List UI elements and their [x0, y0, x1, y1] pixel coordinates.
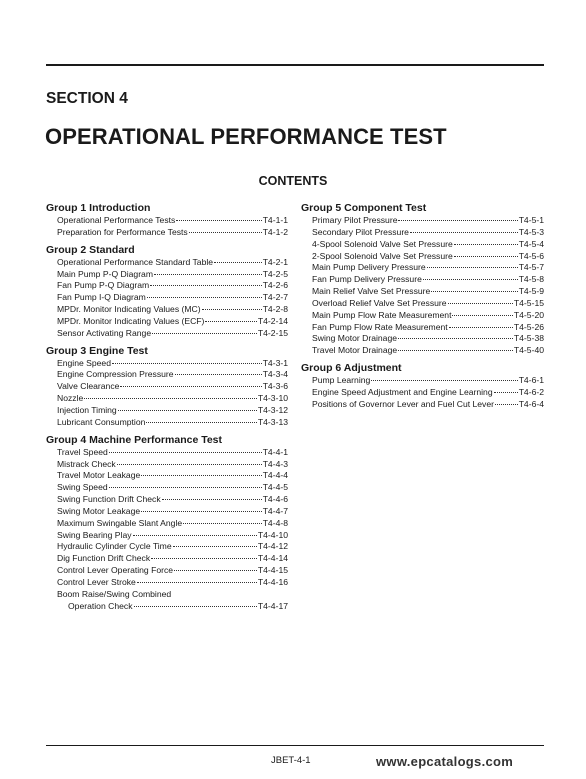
toc-entry-page: T4-6-2	[518, 386, 544, 397]
dot-leader	[494, 392, 518, 393]
toc-entry-page: T4-6-1	[518, 375, 544, 386]
toc-right-column	[301, 200, 544, 411]
toc-entry[interactable]	[46, 227, 288, 239]
toc-entry[interactable]	[46, 417, 288, 429]
toc-entry[interactable]	[301, 251, 544, 263]
toc-entry-label: Fan Pump Flow Rate Measurement	[312, 321, 448, 332]
dot-leader	[452, 315, 512, 316]
toc-entry-label: Swing Function Drift Check	[57, 494, 161, 505]
toc-entry-page: T4-3-6	[262, 381, 288, 392]
toc-entry-label: Boom Raise/Swing Combined	[57, 588, 172, 599]
toc-entry-label: Main Pump Delivery Pressure	[312, 262, 426, 273]
dot-leader	[176, 220, 261, 221]
toc-entry[interactable]	[46, 369, 288, 381]
toc-entry-page: T4-4-3	[262, 458, 288, 469]
toc-entry-continuation	[57, 601, 288, 613]
toc-entry-page: T4-5-38	[513, 333, 544, 344]
dot-leader	[150, 285, 262, 286]
dot-leader	[495, 404, 518, 405]
group-title: Group 2 Standard	[46, 243, 135, 256]
toc-entry[interactable]	[46, 541, 288, 553]
toc-entry[interactable]	[301, 262, 544, 274]
toc-entry[interactable]	[301, 345, 544, 357]
toc-entry-page: T4-2-6	[262, 280, 288, 291]
toc-entry[interactable]	[46, 269, 288, 281]
toc-entry-page: T4-4-8	[262, 517, 288, 528]
toc-entry[interactable]	[301, 227, 544, 239]
toc-entry-page: T4-4-17	[257, 600, 288, 611]
toc-entry-label: Main Relief Valve Set Pressure	[312, 286, 431, 297]
toc-entry[interactable]	[301, 239, 544, 251]
toc-entry-label: Engine Speed Adjustment and Engine Learning	[312, 386, 493, 397]
toc-entry-label: Overload Relief Valve Set Pressure	[312, 297, 447, 308]
toc-entry-page: T4-2-7	[262, 292, 288, 303]
toc-entry[interactable]	[301, 375, 544, 387]
page-code: JBET-4-1	[271, 755, 311, 766]
toc-entry-page: T4-2-1	[262, 256, 288, 267]
toc-entry-page: T4-4-10	[257, 529, 288, 540]
dot-leader	[423, 279, 518, 280]
toc-entry-page: T4-5-8	[518, 274, 544, 285]
toc-entry-label: Travel Motor Leakage	[57, 470, 141, 481]
dot-leader	[137, 582, 257, 583]
dot-leader	[427, 267, 518, 268]
toc-entry-page: T4-3-10	[257, 393, 288, 404]
toc-entry-label: 2-Spool Solenoid Valve Set Pressure	[312, 250, 453, 261]
dot-leader	[154, 274, 262, 275]
toc-entry-label: MPDr. Monitor Indicating Values (ECF)	[57, 315, 205, 326]
dot-leader	[205, 321, 256, 322]
toc-entry[interactable]	[46, 494, 288, 506]
toc-entry-page: T4-5-3	[518, 226, 544, 237]
dot-leader	[120, 386, 261, 387]
toc-entry-label: Fan Pump I-Q Diagram	[57, 292, 146, 303]
toc-entry-label: Dig Function Drift Check	[57, 553, 151, 564]
toc-entry-page: T4-4-5	[262, 482, 288, 493]
toc-entry-page: T4-4-7	[262, 505, 288, 516]
dot-leader	[118, 410, 257, 411]
toc-entry-label: Lubricant Consumption	[57, 416, 146, 427]
toc-entry[interactable]	[301, 322, 544, 334]
toc-entry-label: Swing Bearing Play	[57, 529, 132, 540]
page-title: OPERATIONAL PERFORMANCE TEST	[45, 124, 447, 149]
toc-entry[interactable]	[46, 459, 288, 471]
dot-leader	[449, 327, 513, 328]
toc-entry-label: Swing Motor Drainage	[312, 333, 398, 344]
toc-entry-label: Control Lever Stroke	[57, 576, 136, 587]
toc-entry[interactable]	[46, 257, 288, 269]
dot-leader	[189, 232, 262, 233]
toc-entry-label: Hydraulic Cylinder Cycle Time	[57, 541, 172, 552]
toc-entry-label: 4-Spool Solenoid Valve Set Pressure	[312, 238, 453, 249]
dot-leader	[371, 380, 517, 381]
toc-entry-label: Preparation for Performance Tests	[57, 226, 188, 237]
toc-entry-label: Control Lever Operating Force	[57, 565, 174, 576]
toc-entry-label: Primary Pilot Pressure	[312, 215, 398, 225]
dot-leader	[133, 535, 257, 536]
toc-entry[interactable]	[301, 387, 544, 399]
toc-entry-page: T4-5-1	[518, 215, 544, 225]
dot-leader	[174, 570, 257, 571]
toc-entry-page: T4-6-4	[518, 398, 544, 409]
toc-entry-page: T4-4-6	[262, 494, 288, 505]
toc-entry-label: MPDr. Monitor Indicating Values (MC)	[57, 304, 201, 315]
toc-entry-label: Sensor Activating Range	[57, 327, 152, 338]
toc-entry-page: T4-1-2	[262, 226, 288, 237]
toc-entry[interactable]	[301, 399, 544, 411]
toc-left-column	[46, 200, 288, 612]
toc-entry[interactable]	[301, 274, 544, 286]
toc-entry-label: Main Pump Flow Rate Measurement	[312, 309, 452, 320]
toc-entry[interactable]	[46, 292, 288, 304]
dot-leader	[141, 511, 262, 512]
dot-leader	[141, 475, 261, 476]
toc-entry[interactable]	[46, 393, 288, 405]
group-title: Group 4 Machine Performance Test	[46, 433, 223, 446]
toc-entry[interactable]	[46, 358, 288, 370]
toc-entry[interactable]	[46, 405, 288, 417]
toc-entry-page: T4-5-15	[513, 297, 544, 308]
dot-leader	[151, 558, 257, 559]
toc-entry-page: T4-4-16	[257, 576, 288, 587]
group-title: Group 6 Adjustment	[301, 362, 402, 375]
dot-leader	[454, 256, 518, 257]
toc-entry[interactable]	[301, 298, 544, 310]
footer-rule	[46, 745, 544, 746]
dot-leader	[152, 333, 257, 334]
toc-entry-label: Mistrack Check	[57, 458, 116, 469]
toc-entry-page: T4-3-12	[257, 404, 288, 415]
dot-leader	[410, 232, 518, 233]
toc-entry[interactable]	[46, 530, 288, 542]
dot-leader	[134, 606, 257, 607]
watermark: www.epcatalogs.com	[376, 754, 514, 769]
contents-heading: CONTENTS	[258, 174, 328, 188]
toc-entry-page: T4-3-4	[262, 369, 288, 380]
toc-entry-label: Operation Check	[68, 600, 133, 611]
toc-entry[interactable]	[46, 553, 288, 565]
toc-entry-page: T4-5-6	[518, 250, 544, 261]
dot-leader	[173, 546, 257, 547]
toc-entry-page: T4-1-1	[262, 215, 288, 225]
dot-leader	[175, 374, 262, 375]
toc-entry-page: T4-5-4	[518, 238, 544, 249]
dot-leader	[109, 452, 262, 453]
dot-leader	[398, 220, 517, 221]
toc-entry[interactable]	[46, 447, 288, 459]
dot-leader	[147, 297, 262, 298]
dot-leader	[214, 262, 262, 263]
toc-entry-page: T4-2-5	[262, 268, 288, 279]
group-title: Group 5 Component Test	[301, 202, 427, 214]
dot-leader	[448, 303, 513, 304]
dot-leader	[202, 309, 262, 310]
toc-entry-page: T4-5-26	[513, 321, 544, 332]
toc-entry-label: Maximum Swingable Slant Angle	[57, 517, 183, 528]
toc-entry-label: Positions of Governor Lever and Fuel Cut Lever	[312, 398, 494, 409]
toc-entry[interactable]	[301, 333, 544, 345]
toc-entry[interactable]	[46, 589, 288, 613]
header-rule	[46, 64, 544, 66]
dot-leader	[112, 363, 262, 364]
toc-entry[interactable]	[46, 565, 288, 577]
dot-leader	[431, 291, 517, 292]
toc-entry[interactable]	[46, 328, 288, 340]
toc-entry[interactable]	[46, 316, 288, 328]
dot-leader	[183, 523, 262, 524]
toc-entry-page: T4-2-14	[257, 315, 288, 326]
toc-entry-page: T4-4-12	[257, 541, 288, 552]
toc-entry-label: Travel Motor Drainage	[312, 345, 398, 356]
group-title: Group 3 Engine Test	[46, 344, 148, 357]
toc-entry-label: Valve Clearance	[57, 381, 120, 392]
toc-entry-label: Pump Learning	[312, 375, 371, 386]
dot-leader	[84, 398, 257, 399]
toc-entry-label: Nozzle	[57, 393, 84, 404]
toc-entry-page: T4-4-14	[257, 553, 288, 564]
toc-entry-label: Injection Timing	[57, 404, 117, 415]
dot-leader	[398, 350, 513, 351]
toc-entry-label: Operational Performance Standard Table	[57, 256, 214, 267]
toc-entry-page: T4-4-15	[257, 565, 288, 576]
toc-entry-page: T4-5-9	[518, 286, 544, 297]
toc-entry-label: Operational Performance Tests	[57, 215, 176, 225]
toc-entry-page: T4-5-7	[518, 262, 544, 273]
toc-entry-label: Secondary Pilot Pressure	[312, 226, 409, 237]
toc-entry[interactable]	[46, 506, 288, 518]
dot-leader	[109, 487, 262, 488]
toc-entry[interactable]	[46, 518, 288, 530]
toc-entry-page: T4-4-4	[262, 470, 288, 481]
toc-entry-page: T4-3-13	[257, 416, 288, 427]
section-label: SECTION 4	[46, 90, 128, 107]
toc-entry[interactable]	[301, 286, 544, 298]
toc-entry-page: T4-4-1	[262, 446, 288, 457]
dot-leader	[454, 244, 518, 245]
toc-entry[interactable]	[46, 470, 288, 482]
dot-leader	[117, 464, 262, 465]
toc-entry[interactable]	[301, 310, 544, 322]
toc-entry-label: Swing Speed	[57, 482, 108, 493]
toc-entry-label: Engine Speed	[57, 357, 111, 368]
toc-entry-page: T4-5-40	[513, 345, 544, 356]
toc-entry-label: Fan Pump Delivery Pressure	[312, 274, 422, 285]
dot-leader	[162, 499, 262, 500]
toc-entry-label: Engine Compression Pressure	[57, 369, 174, 380]
dot-leader	[146, 422, 257, 423]
toc-entry[interactable]	[46, 280, 288, 292]
toc-entry[interactable]	[46, 577, 288, 589]
toc-entry-page: T4-2-8	[262, 304, 288, 315]
toc-entry-page: T4-3-1	[262, 357, 288, 368]
toc-entry[interactable]	[46, 304, 288, 316]
toc-entry-label: Main Pump P-Q Diagram	[57, 268, 153, 279]
toc-entry[interactable]	[46, 215, 288, 227]
toc-entry-label: Fan Pump P-Q Diagram	[57, 280, 150, 291]
toc-entry-label: Swing Motor Leakage	[57, 505, 141, 516]
toc-entry[interactable]	[301, 215, 544, 227]
toc-entry-page: T4-5-20	[513, 309, 544, 320]
dot-leader	[398, 338, 513, 339]
toc-entry-page: T4-2-15	[257, 327, 288, 338]
toc-entry[interactable]	[46, 482, 288, 494]
toc-entry[interactable]	[46, 381, 288, 393]
group-title: Group 1 Introduction	[46, 202, 151, 214]
toc-entry-label: Travel Speed	[57, 446, 108, 457]
